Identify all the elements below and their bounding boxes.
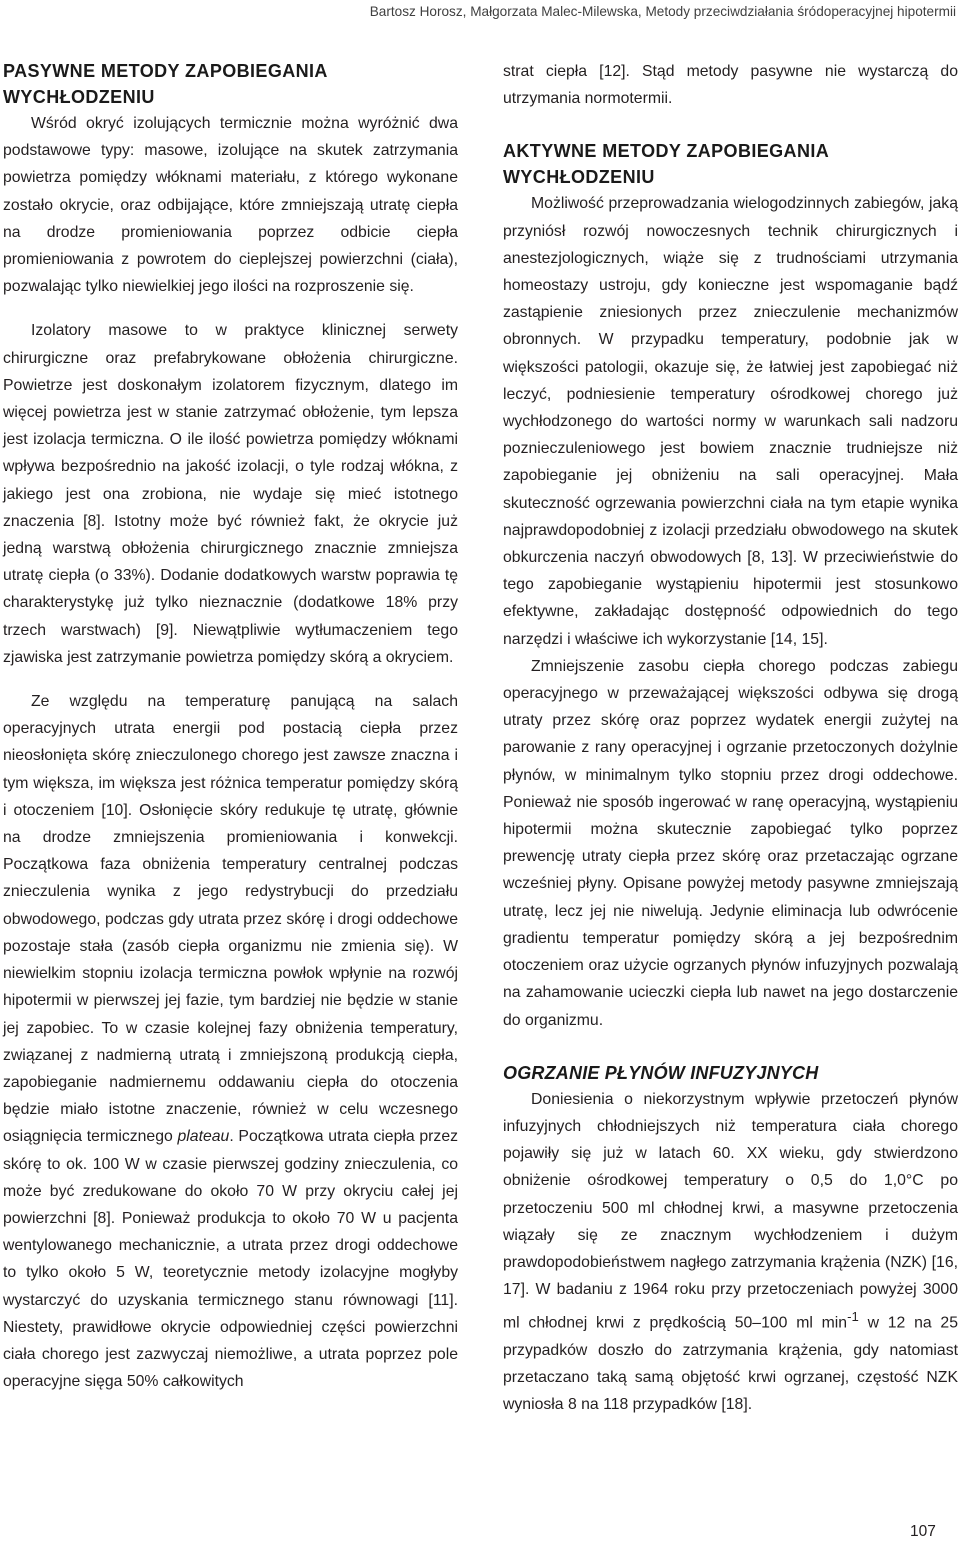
superscript: -1 <box>847 1309 859 1325</box>
section-heading-active-2: WYCHŁODZENIU <box>503 167 655 188</box>
right-column <box>503 58 958 1418</box>
paragraph: Możliwość przeprowadzania wielogodzinnych zabiegów, jaką przyniósł rozwój nowoczesnych technik chirurgicznych i anestezjologicznych, wiąże się z trudnościami utrzymania homeostazy ustroju, gdy konieczne jest wspomaganie bądź zastąpienie zniesionych przez znieczulenie mechanizmów obronnych. W przypadku temperatury, podobnie jak w większości patologii, okazuje się, że łatwiej jest zapobiegać niż leczyć, podniesienie temperatury ośrodkowej chorego już wychłodzonego do wartości normy w warunkach sali nadzoru poznieczuleniowego jest bowiem znacznie trudniejsze niż zapobieganie jej obniżeniu na sali operacyjnej. Mała skuteczność ogrzewania powierzchni ciała na tym etapie wynika najprawdopodobniej z izolacji przedziału obwodowego na skutek obkurczenia naczyń obwodowych [8, 13]. W przeciwieństwie do tego zapobieganie wystąpieniu hipotermii jest stosunkowo efektywne, zakładając dostępność odpowiednich do tego narzędzi i właściwe ich wykorzystanie [14, 15]. <box>503 195 958 648</box>
section-heading-active-1: AKTYWNE METODY ZAPOBIEGANIA <box>503 141 830 162</box>
section-heading-passive-1: PASYWNE METODY ZAPOBIEGANIA <box>3 61 328 81</box>
paragraph-text: . Początkowa utrata ciepła przez skórę to ok. 100 W w czasie pierwszej godziny znieczulenia, co może być zredukowane do około 70 W przy okryciu całej jej powierzchni [8]. Ponieważ produkcja to około 70 W u pacjenta wentylowanego mechanicznie, a utrata przez drogi oddechowe to tylko około 5 W, teoretycznie metody izolacyjne mogłyby wystarczyć do uzyskania termicznego stanu równowagi [11]. Niestety, prawidłowe okrycie odpowiedniej części powierzchni ciała chorego jest zazwyczaj niemożliwe, a utrata poprzez pole operacyjne sięga 50% całkowitych <box>3 1128 459 1391</box>
paragraph: Zmniejszenie zasobu ciepła chorego podczas zabiegu operacyjnego w przeważającej większości odbywa się drogą utraty przez skórę oraz poprzez wydatek energii zużytej na parowanie z rany operacyjnej i ogrzanie przetoczonych dożylnie płynów, w minimalnym tylko stopniu przez drogi oddechowe. Ponieważ nie sposób ingerować w ranę operacyjną, wystąpieniu hipotermii można skutecznie zapobiegać tylko poprzez prewencję utraty ciepła przez skórę oraz przetaczając ogrzane wcześniej płyny. Opisane powyżej metody pasywne zmniejszają utratę, lecz jej nie niwelują. Jedynie eliminacja lub odwrócenie gradientu temperatur pomiędzy skórą a jej bezpośrednim otoczeniem oraz użycie ogrzanych płynów infuzyjnych pozwalają na zahamowanie ucieczki ciepła lub nawet na jego dostarczenie do organizmu. <box>503 657 958 1029</box>
italic-term: plateau <box>177 1128 230 1146</box>
running-head: Bartosz Horosz, Małgorzata Malec-Milewska, Metody przeciwdziałania śródoperacyjnej hipotermii <box>369 4 956 19</box>
left-column <box>3 58 458 1395</box>
page-number: 107 <box>910 1523 936 1540</box>
paragraph <box>3 688 458 1395</box>
paragraph-text: Ze względu na temperaturę panującą na salach operacyjnych utrata energii pod postacią ciepła przez nieosłonięta skórę znieczulonego chorego jest zawsze znaczna i tym większa, im większa jest różnica temperatur pomiędzy skórą i otoczeniem [10]. Osłonięcie skóry redukuje tę utratę, głównie na drodze zmniejszenia promieniowania i konwekcji. Początkowa faza obniżenia temperatury centralnej podczas znieczulenia wynika z jego redystrybucji do przedziału obwodowego, podczas gdy utrata przez skórę i drogi oddechowe pozostaje stała (zasób ciepła organizmu nie zmienia się). W niewielkim stopniu izolacja termiczna powłok wpłynie na rozwój hipotermii w pierwszej jej fazie, tym bardziej nie będzie w stanie jej zapobiec. To w czasie kolejnej fazy obniżenia temperatury, związanej z nadmierną utratą i zmniejszoną produkcją ciepła, zapobieganie nadmiernemu oddawaniu ciepła do otoczenia będzie miało istotne znaczenie, również w celu wczesnego osiągnięcia termicznego <box>3 693 458 1146</box>
paragraph: Izolatory masowe to w praktyce klinicznej serwety chirurgiczne oraz prefabrykowane obłożenia chirurgiczne. Powietrze jest doskonałym izolatorem fizycznym, dlatego im więcej powietrza jest w stanie zatrzymać obłożenie, tym lepsza jest izolacja termiczna. O ile ilość powietrza pomiędzy włóknami wpływa bezpośrednio na jakość izolacji, o tyle rodzaj włókna, z jakiego jest ona zrobiona, nie wydaje się mieć istotnego znaczenia [8]. Istotny może być również fakt, że okrycie już jedną warstwą obłożenia chirurgicznego znacznie zmniejsza utratę ciepła (o 33%). Dodanie dodatkowych warstw poprawia tę charakterystykę już tylko nieznacznie (dodatkowe 18% przy trzech warstwach) [9]. Niewątpliwie wytłumaczeniem tego zjawiska jest zatrzymanie powietrza pomiędzy skórą a okryciem. <box>3 322 458 666</box>
section-heading-infusion: OGRZANIE PŁYNÓW INFUZYJNYCH <box>503 1062 819 1083</box>
paragraph-continuation: strat ciepła [12]. Stąd metody pasywne nie wystarczą do utrzymania normotermii. <box>503 63 958 108</box>
paragraph <box>503 1086 958 1419</box>
section-heading-passive-2: WYCHŁODZENIU <box>3 87 155 107</box>
paragraph-text: Doniesienia o niekorzystnym wpływie przetoczeń płynów infuzyjnych chłodniejszych niż temperatura ciała chorego pojawiły się już w latach 60. XX wieku, gdy stwierdzono obniżenie ośrodkowej temperatury o 0,5 do 1,0°C po przetoczeniu 500 ml chłodnej krwi, a masywne przetoczenia wiązały się ze znacznym wychłodzeniem i dużym prawdopodobieństwem nagłego zatrzymania krążenia (NZK) [16, 17]. W badaniu z 1964 roku przy przetoczeniach powyżej 3000 ml chłodnej krwi z prędkością 50–100 ml min <box>503 1090 958 1332</box>
paragraph-text: w 12 na 25 przypadków doszło do zatrzymania krążenia, gdy natomiast przetaczano taką samą objętość krwi ogrzanej, częstość NZK wyniosła 8 na 118 przypadków [18]. <box>503 1314 958 1414</box>
paragraph: Wśród okryć izolujących termicznie można wyróżnić dwa podstawowe typy: masowe, izolujące na skutek zatrzymania powietrza pomiędzy włóknami materiału, z którego wykonane zostało okrycie, oraz odbijające, które zmniejszają utratę ciepła na drodze promieniowania poprzez odbicie ciepła promieniowania z powrotem do cieplejszej powierzchni (ciała), pozwalając tylko niewielkiej jego ilości na rozproszenie się. <box>3 115 458 296</box>
